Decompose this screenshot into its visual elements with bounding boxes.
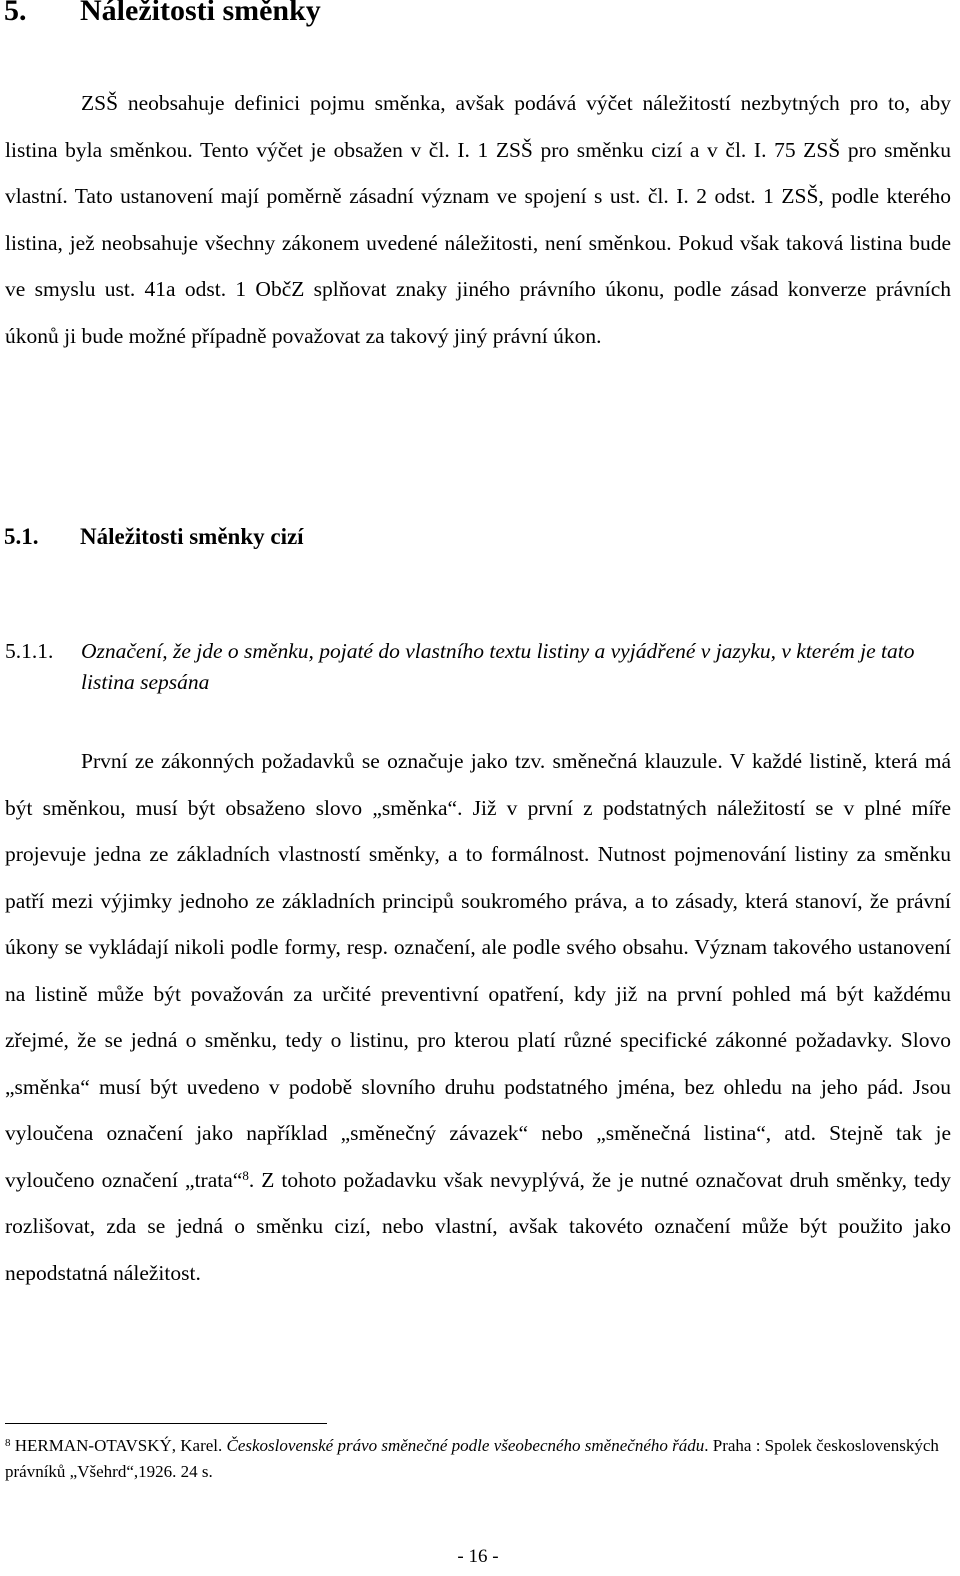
subsection-number: 5.1.1. xyxy=(5,639,54,663)
chapter-number: 5. xyxy=(4,0,27,27)
footnote-separator xyxy=(5,1423,327,1424)
subsection-title: Označení, že jde o směnku, pojaté do vlastního textu listiny a vyjádřené v jazyku, v kterém je tato listina sepsána xyxy=(81,639,915,694)
footnote-number: 8 xyxy=(5,1437,11,1449)
footnote-publication: . Praha : Spolek československých právníků „Všehrd“,1926. 24 s. xyxy=(5,1436,939,1481)
chapter-title: Náležitosti směnky xyxy=(80,0,321,27)
subsection-heading xyxy=(5,636,951,698)
footnote xyxy=(5,1433,955,1485)
footnote-author: HERMAN-OTAVSKÝ, Karel. xyxy=(14,1436,223,1455)
section-heading xyxy=(4,524,304,550)
section-title: Náležitosti směnky cizí xyxy=(80,524,304,549)
footnote-reference[interactable]: 8 xyxy=(242,1167,249,1183)
main-paragraph-text-continued: . Z tohoto požadavku však nevyplývá, že je nutné označovat druh směnky, tedy rozlišovat, zda se jedná o směnku cizí, nebo vlastní, avšak takovéto označení může být použito jako nepodstatná náležitost. xyxy=(5,1167,951,1285)
intro-paragraph: ZSŠ neobsahuje definici pojmu směnka, avšak podává výčet náležitostí nezbytných pro to, aby listina byla směnkou. Tento výčet je obsažen v čl. I. 1 ZSŠ pro směnku cizí a v čl. I. 75 ZSŠ pro směnku vlastní. Tato ustanovení mají poměrně zásadní význam ve spojení s ust. čl. I. 2 odst. 1 ZSŠ, podle kterého listina, jež neobsahuje všechny zákonem uvedené náležitosti, není směnkou. Pokud však taková listina bude ve smyslu ust. 41a odst. 1 ObčZ splňovat znaky jiného právního úkonu, podle zásad konverze právních úkonů ji bude možné případně považovat za takový jiný právní úkon. xyxy=(5,91,951,348)
main-paragraph-text: První ze zákonných požadavků se označuje jako tzv. směnečná klauzule. V každé listině, která má být směnkou, musí být obsaženo slovo „směnka“. Již v první z podstatných náležitostí se v plné míře projevuje jedna ze základních vlastností směnky, a to formálnost. Nutnost pojmenování listiny za směnku patří mezi výjimky jednoho ze základních principů soukromého práva, a to zásady, která stanoví, že právní úkony se vykládají nikoli podle formy, resp. označení, ale podle svého obsahu. Význam takového ustanovení na listině může být považován za určité preventivní opatření, kdy již na první pohled má být každému zřejmé, že se jedná o směnku, tedy o listinu, pro kterou platí různé specifické zákonné požadavky. Slovo „směnka“ musí být uvedeno v podobě slovního druhu podstatného jména, bez ohledu na jeho pád. Jsou vyloučena označení jako například „směnečný závazek“ nebo „směnečná listina“, atd. Stejně tak je vyloučeno označení „trata“ xyxy=(5,749,951,1192)
page-number: - 16 - xyxy=(457,1546,499,1567)
chapter-heading xyxy=(4,0,321,28)
footnote-book-title: Československé právo směnečné podle všeobecného směnečného řádu xyxy=(226,1436,705,1455)
section-number: 5.1. xyxy=(4,524,39,549)
main-paragraph xyxy=(5,738,951,1296)
